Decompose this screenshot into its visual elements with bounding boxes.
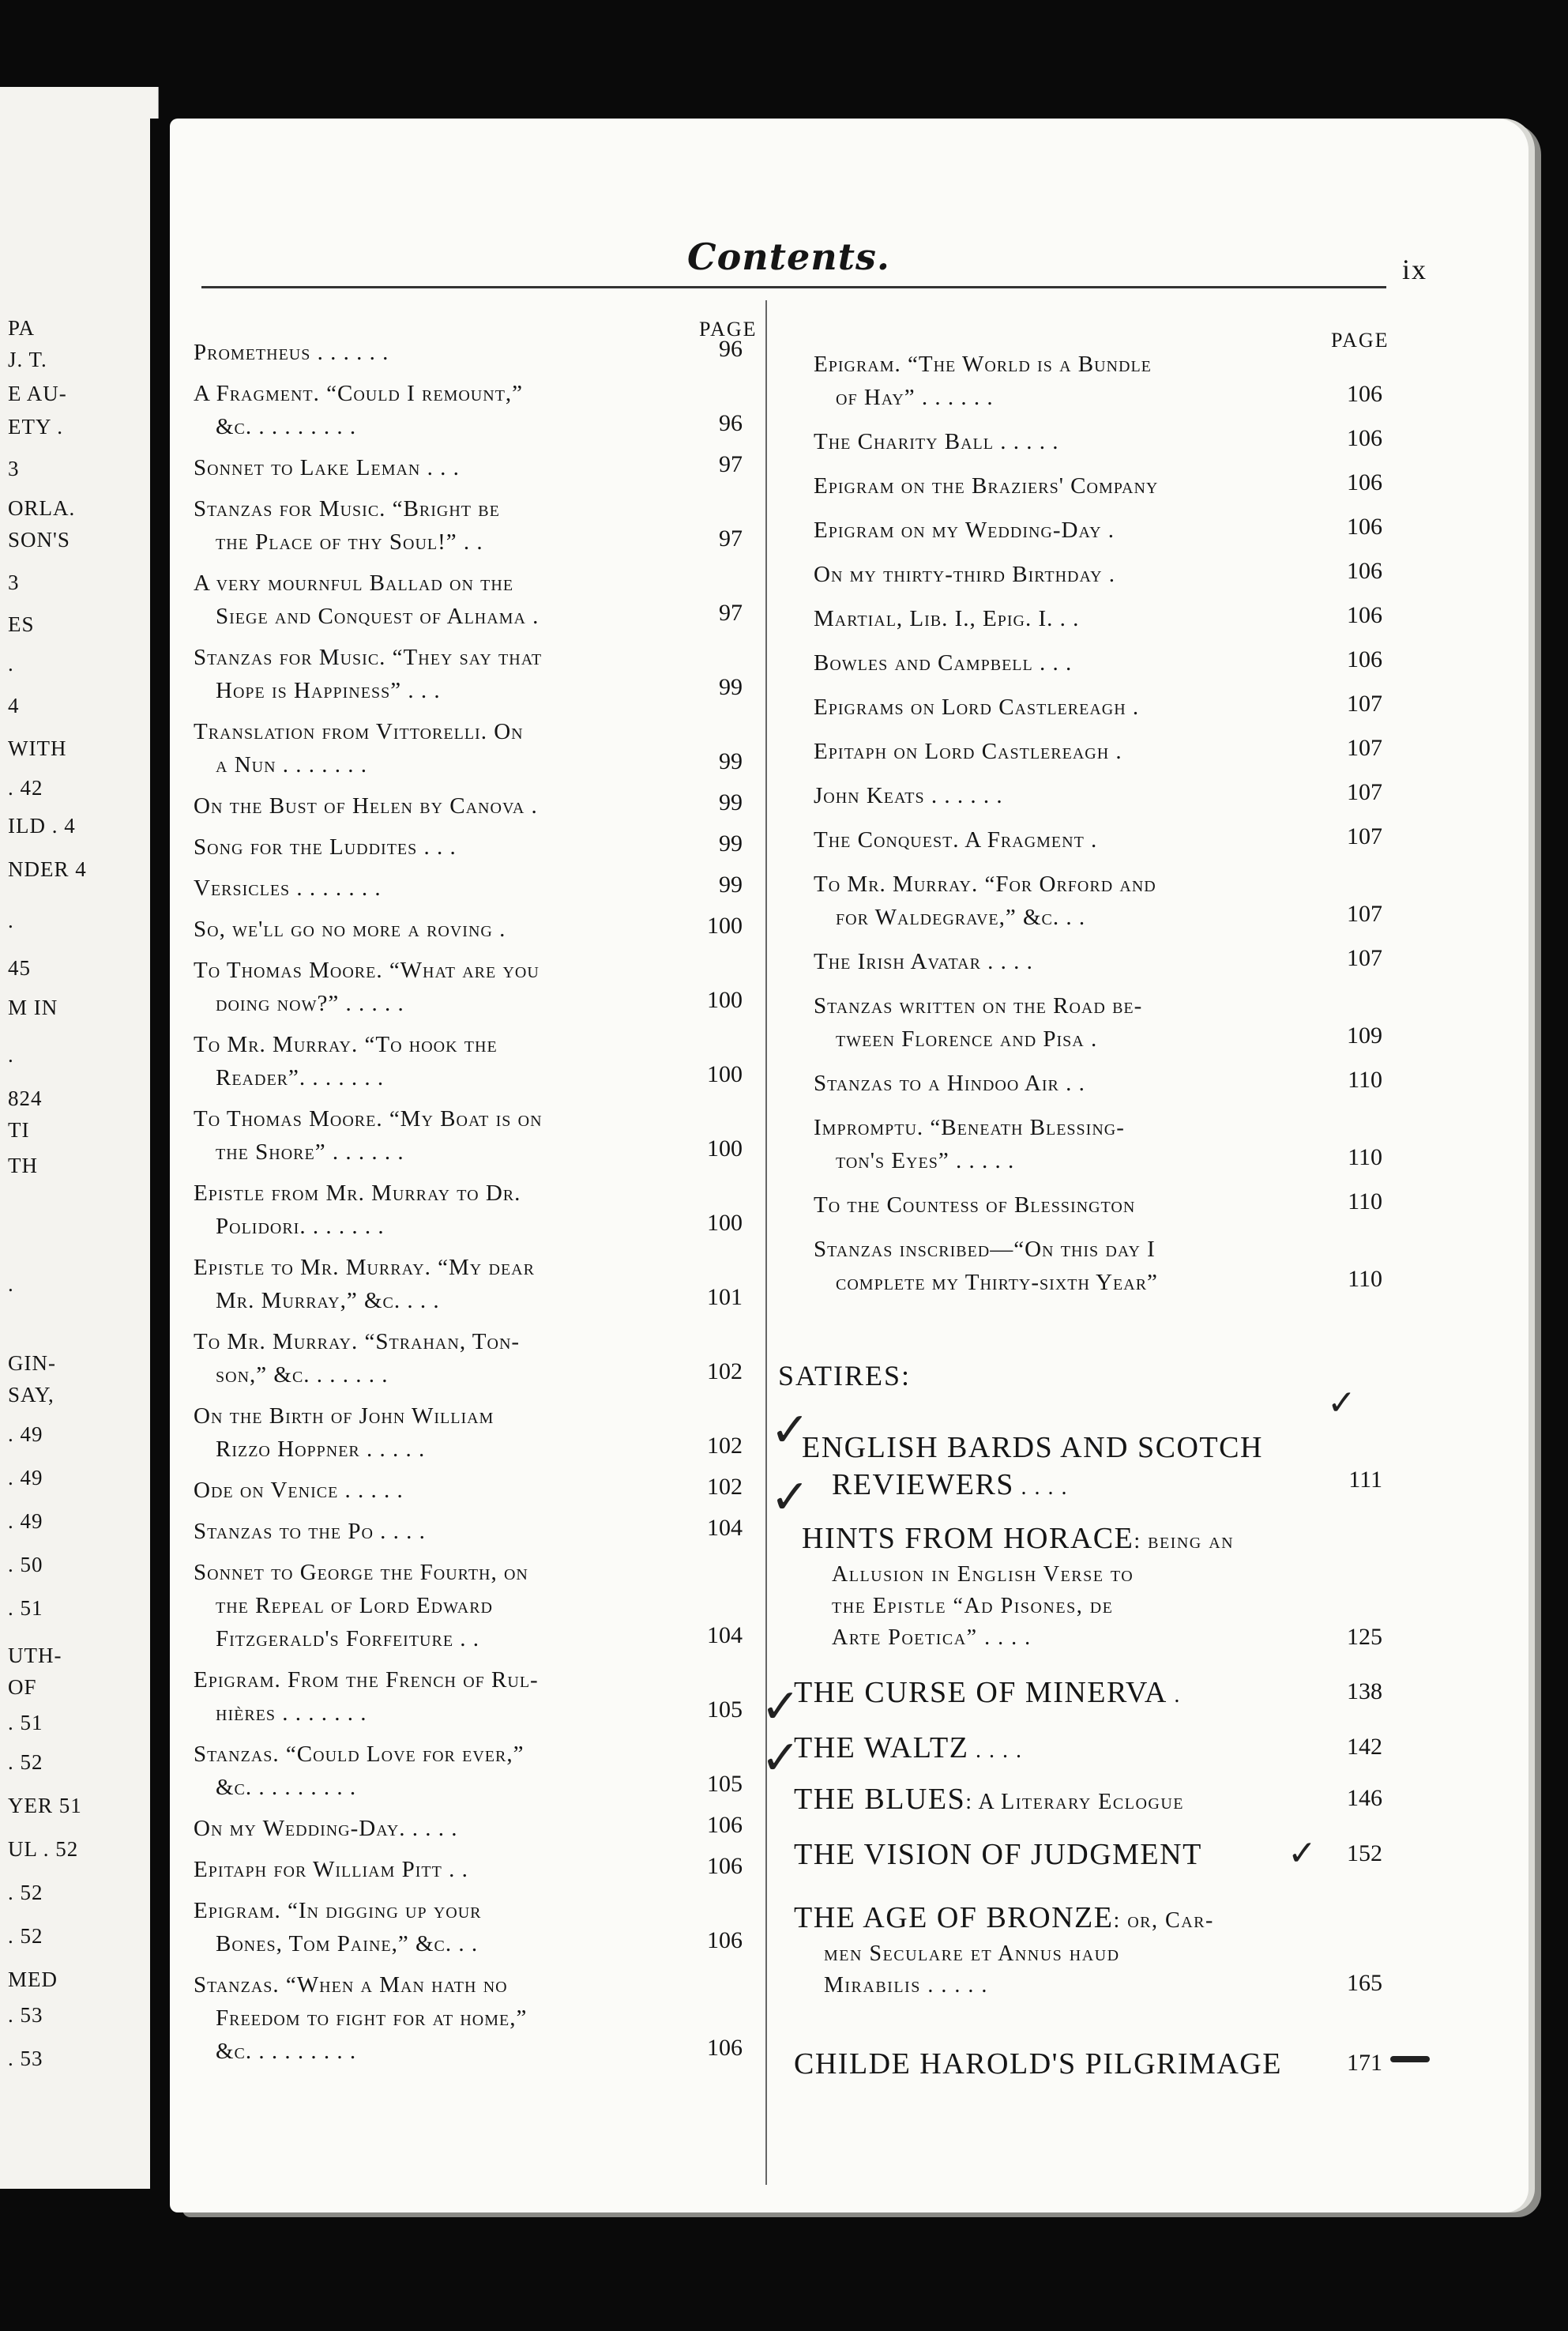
toc-entry-page: 106 — [707, 1853, 743, 1879]
toc-entry — [194, 1515, 426, 1548]
toc-entry — [814, 989, 1142, 1056]
satire-entry — [794, 1730, 1022, 1768]
toc-entry-page: 102 — [707, 1433, 743, 1459]
toc-entry-title-line: &c. . . . . . . . . — [216, 1775, 357, 1800]
satire-page: 125 — [1347, 1624, 1382, 1650]
toc-entry-page: 99 — [719, 830, 743, 857]
facing-page-fragment: ETY . — [8, 415, 63, 439]
satire-subtitle-line: Arte Poetica” . . . . — [832, 1625, 1032, 1650]
toc-entry-page: 106 — [1347, 469, 1382, 495]
facing-page-fragment: UL . 52 — [8, 1837, 79, 1861]
toc-entry — [814, 945, 1033, 978]
satire-entry — [802, 1430, 1263, 1505]
toc-entry-page: 107 — [1347, 779, 1382, 805]
toc-entry — [194, 789, 538, 823]
satire-page: 142 — [1347, 1734, 1382, 1760]
toc-entry-title-line: Stanzas. “Could Love for ever,” — [194, 1742, 525, 1767]
satire-entry — [802, 1521, 1234, 1654]
toc-entry — [814, 602, 1079, 635]
check-mark-icon: ✓ — [761, 1679, 801, 1734]
toc-entry — [814, 646, 1072, 680]
toc-entry — [194, 1812, 458, 1845]
facing-page-fragment: . 52 — [8, 1881, 43, 1904]
toc-entry — [814, 1111, 1125, 1177]
toc-entry — [814, 735, 1122, 768]
toc-entry-title-line: Bones, Tom Paine,” &c. . . — [216, 1931, 479, 1956]
toc-entry-title-line: Epistle to Mr. Murray. “My dear — [194, 1255, 535, 1280]
satire-entry — [794, 1837, 1202, 1874]
toc-entry — [194, 1177, 521, 1243]
satire-title-line — [794, 1837, 1202, 1874]
section-title-satires: SATIRES: — [778, 1360, 912, 1391]
toc-entry-page: 106 — [1347, 425, 1382, 451]
check-mark-icon: ✓ — [761, 1730, 801, 1786]
toc-entry-title-line: The Charity Ball . . . . . — [814, 429, 1059, 454]
satire-title: CHILDE HAROLD'S PILGRIMAGE — [794, 2047, 1282, 2081]
facing-page-fragment: . 53 — [8, 2003, 43, 2027]
toc-entry — [194, 1738, 525, 1804]
satire-title-line — [802, 1521, 1234, 1559]
toc-entry — [194, 1399, 494, 1466]
left-page-header: PAGE — [699, 318, 758, 341]
toc-entry-title-line: Polidori. . . . . . . — [216, 1214, 385, 1239]
toc-entry-title-line: Rizzo Hoppner . . . . . — [216, 1437, 426, 1462]
toc-entry — [194, 954, 540, 1020]
toc-entry-title-line: ton's Eyes” . . . . . — [836, 1148, 1015, 1173]
facing-page-fragment: PA — [8, 316, 36, 340]
toc-entry-page: 106 — [707, 1812, 743, 1838]
toc-entry-page: 110 — [1348, 1067, 1382, 1093]
toc-entry-title-line: Fitzgerald's Forfeiture . . — [216, 1626, 480, 1651]
toc-entry-title-line: Epigram. From the French of Rul- — [194, 1667, 539, 1693]
toc-entry-title-line: To the Countess of Blessington — [814, 1192, 1136, 1218]
satire-subtitle-line: Allusion in English Verse to — [832, 1562, 1134, 1587]
satire-leader: . . . . — [1013, 1475, 1068, 1500]
facing-page-fragment: . 49 — [8, 1509, 43, 1533]
facing-page-fragment: ES — [8, 612, 35, 636]
facing-page-fragment: 45 — [8, 956, 31, 980]
toc-entry-title-line: son,” &c. . . . . . . — [216, 1362, 389, 1388]
satire-subtitle-line: Mirabilis . . . . . — [824, 1973, 988, 1998]
toc-entry-page: 110 — [1348, 1188, 1382, 1214]
toc-entry — [194, 336, 389, 369]
toc-entry-page: 106 — [1347, 558, 1382, 584]
satire-subtitle-line: the Epistle “Ad Pisones, de — [832, 1594, 1114, 1618]
toc-entry-page: 102 — [707, 1358, 743, 1384]
toc-entry — [814, 779, 1003, 812]
facing-page-fragment: SAY, — [8, 1383, 55, 1407]
satire-subtitle: : A Literary Eclogue — [965, 1790, 1184, 1814]
toc-entry-page: 106 — [1347, 646, 1382, 672]
check-mark-icon: ✓ — [770, 1470, 810, 1525]
toc-entry-title-line: Song for the Luddites . . . — [194, 834, 457, 860]
facing-page-fragment: . 49 — [8, 1422, 43, 1446]
facing-page-fragment: NDER 4 — [8, 857, 87, 881]
toc-entry-page: 97 — [719, 600, 743, 626]
toc-entry-page: 104 — [707, 1622, 743, 1648]
toc-entry-page: 106 — [1347, 514, 1382, 540]
toc-entry-page: 99 — [719, 872, 743, 898]
facing-page-fragment: UTH- — [8, 1644, 62, 1667]
satire-subtitle: : or, Car- — [1113, 1908, 1214, 1933]
toc-entry-title-line: On the Bust of Helen by Canova . — [194, 793, 538, 819]
toc-entry — [194, 1474, 404, 1507]
satire-page: 111 — [1348, 1467, 1382, 1493]
toc-entry-title-line: Impromptu. “Beneath Blessing- — [814, 1115, 1125, 1140]
facing-page-fragment: . 51 — [8, 1596, 43, 1620]
satire-entry — [794, 1675, 1181, 1713]
facing-page-fragment: 3 — [8, 571, 20, 594]
facing-page-sliver — [0, 87, 159, 2189]
toc-entry-page: 99 — [719, 674, 743, 700]
toc-entry-title-line: Stanzas to a Hindoo Air . . — [814, 1071, 1085, 1096]
toc-entry-page: 97 — [719, 451, 743, 477]
satire-page: 152 — [1347, 1840, 1382, 1866]
toc-entry — [194, 641, 542, 707]
toc-entry-page: 97 — [719, 525, 743, 552]
page-title: Contents. — [687, 235, 890, 278]
toc-entry-page: 100 — [707, 913, 743, 939]
toc-entry — [194, 913, 506, 946]
toc-entry-title-line: Bowles and Campbell . . . — [814, 650, 1073, 676]
toc-entry-title-line: John Keats . . . . . . — [814, 783, 1003, 808]
toc-entry-page: 107 — [1347, 945, 1382, 971]
facing-page-fragment: . 42 — [8, 776, 43, 800]
satire-entry — [794, 1782, 1184, 1820]
toc-entry — [194, 1556, 528, 1655]
facing-page-fragment: YER 51 — [8, 1794, 82, 1817]
toc-entry-page: 100 — [707, 1135, 743, 1162]
satire-title-line — [794, 1900, 1214, 1938]
toc-entry — [814, 691, 1139, 724]
toc-entry-title-line: &c. . . . . . . . . — [216, 414, 357, 439]
toc-entry-title-line: Mr. Murray,” &c. . . . — [216, 1288, 440, 1313]
header-rule — [201, 286, 1386, 288]
toc-entry-title-line: To Thomas Moore. “My Boat is on — [194, 1106, 543, 1132]
facing-page-fragment: ORLA. — [8, 496, 76, 520]
toc-entry-title-line: tween Florence and Pisa . — [836, 1026, 1098, 1052]
toc-entry-title-line: Epitaph on Lord Castlereagh . — [814, 739, 1122, 764]
toc-entry-page: 102 — [707, 1474, 743, 1500]
facing-page-fragment: . 52 — [8, 1750, 43, 1774]
toc-entry — [194, 715, 524, 781]
facing-page-fragment: GIN- — [8, 1351, 56, 1375]
satire-entry — [794, 2047, 1282, 2084]
pencil-dash-mark — [1390, 2056, 1430, 2062]
toc-entry-title-line: Freedom to fight for at home,” — [216, 2005, 528, 2031]
facing-page-fragment: 4 — [8, 694, 20, 717]
facing-page-fragment: ILD . 4 — [8, 814, 76, 838]
toc-entry — [814, 1233, 1158, 1299]
satire-page: 171 — [1347, 2050, 1382, 2076]
toc-entry-title-line: doing now?” . . . . . — [216, 991, 404, 1016]
satire-title: HINTS FROM HORACE — [802, 1522, 1134, 1555]
toc-entry — [194, 567, 539, 633]
satire-subtitle: : being an — [1134, 1529, 1235, 1553]
toc-entry-title-line: Translation from Vittorelli. On — [194, 719, 524, 744]
toc-entry-page: 105 — [707, 1696, 743, 1723]
toc-entry-title-line: Epigram on my Wedding-Day . — [814, 518, 1115, 543]
satire-title-line — [802, 1430, 1263, 1467]
toc-entry-page: 107 — [1347, 735, 1382, 761]
toc-entry-title-line: of Hay” . . . . . . — [836, 385, 994, 410]
toc-entry-title-line: Epistle from Mr. Murray to Dr. — [194, 1181, 521, 1206]
toc-entry-title-line: a Nun . . . . . . . — [216, 752, 368, 778]
toc-entry-title-line: the Shore” . . . . . . — [216, 1139, 404, 1165]
toc-entry-page: 107 — [1347, 823, 1382, 849]
toc-entry-title-line: Stanzas for Music. “Bright be — [194, 496, 500, 522]
toc-entry-page: 100 — [707, 1210, 743, 1236]
toc-entry — [194, 1853, 468, 1886]
toc-entry-page: 106 — [707, 1927, 743, 1953]
toc-entry-page: 110 — [1348, 1144, 1382, 1170]
satire-title: THE BLUES — [794, 1783, 966, 1816]
toc-entry-title-line: Hope is Happiness” . . . — [216, 678, 441, 703]
check-mark-icon: ✓ — [1327, 1383, 1356, 1423]
toc-entry — [194, 492, 500, 559]
toc-entry — [814, 1188, 1135, 1222]
toc-entry — [814, 823, 1097, 857]
facing-page-fragment: MED — [8, 1968, 58, 1991]
satire-title: THE VISION OF JUDGMENT — [794, 1838, 1202, 1871]
check-mark-icon: ✓ — [1288, 1833, 1317, 1873]
facing-page-fragment: . 52 — [8, 1924, 43, 1948]
toc-entry — [814, 514, 1115, 547]
toc-entry-page: 106 — [1347, 381, 1382, 407]
toc-entry-title-line: the Place of thy Soul!” . . — [216, 529, 483, 555]
toc-entry-title-line: Martial, Lib. I., Epig. I. . . — [814, 606, 1080, 631]
toc-entry-title-line: Sonnet to Lake Leman . . . — [194, 455, 460, 480]
toc-entry — [194, 1894, 482, 1960]
facing-page-fragment: . — [8, 909, 14, 932]
toc-entry-title-line: Stanzas inscribed—“On this day I — [814, 1237, 1156, 1262]
facing-page-fragment: 824 — [8, 1086, 43, 1110]
toc-entry — [814, 469, 1158, 503]
toc-entry — [194, 451, 460, 484]
facing-page-fragment: SON'S — [8, 528, 70, 552]
toc-entry-page: 100 — [707, 987, 743, 1013]
toc-entry-page: 107 — [1347, 691, 1382, 717]
facing-page-fragment: . — [8, 652, 14, 676]
toc-entry-page: 109 — [1347, 1022, 1382, 1049]
toc-entry-title-line: for Waldegrave,” &c. . . — [836, 905, 1086, 930]
satire-title-line — [794, 1782, 1184, 1820]
toc-entry — [194, 1325, 520, 1391]
toc-entry-title-line: Epigram. “In digging up your — [194, 1898, 482, 1923]
toc-entry — [194, 830, 457, 864]
satire-subtitle-line: men Seculare et Annus haud — [824, 1941, 1120, 1966]
contents-page — [170, 119, 1529, 2212]
toc-entry — [814, 348, 1152, 414]
toc-entry-title-line: On my Wedding-Day. . . . . — [194, 1816, 458, 1841]
toc-entry-title-line: The Conquest. A Fragment . — [814, 827, 1098, 853]
toc-entry — [814, 558, 1115, 591]
facing-page-fragment: OF — [8, 1675, 37, 1699]
satire-entry — [794, 1900, 1214, 2001]
satire-title-line — [802, 1467, 1263, 1505]
toc-entry — [194, 1251, 535, 1317]
facing-page-fragment: . — [8, 1272, 14, 1296]
toc-entry-title-line: Epigrams on Lord Castlereagh . — [814, 695, 1140, 720]
toc-entry-title-line: Stanzas for Music. “They say that — [194, 645, 543, 670]
toc-entry — [814, 868, 1156, 934]
satire-title: THE CURSE OF MINERVA — [794, 1676, 1168, 1709]
toc-entry-title-line: Epigram. “The World is a Bundle — [814, 352, 1152, 377]
satire-page: 138 — [1347, 1678, 1382, 1704]
toc-entry-title-line: complete my Thirty-sixth Year” — [836, 1270, 1158, 1295]
toc-entry-title-line: To Mr. Murray. “For Orford and — [814, 872, 1156, 897]
toc-entry — [194, 1968, 527, 2068]
satire-title-line — [794, 2047, 1282, 2084]
facing-page-fragment: WITH — [8, 736, 67, 760]
toc-entry — [194, 1102, 543, 1169]
toc-entry-title-line: Stanzas to the Po . . . . — [194, 1519, 426, 1544]
column-divider — [765, 300, 767, 2185]
toc-entry-title-line: &c. . . . . . . . . — [216, 2039, 357, 2064]
facing-page-fragment: M IN — [8, 996, 58, 1019]
toc-entry-title-line: Epigram on the Braziers' Company — [814, 473, 1159, 499]
toc-entry-page: 96 — [719, 336, 743, 362]
toc-entry-page: 106 — [707, 2035, 743, 2061]
check-mark-icon: ✓ — [770, 1403, 810, 1458]
facing-page-fragment: E AU- — [8, 382, 67, 405]
facing-page-fragment: . — [8, 1043, 14, 1067]
satire-page: 165 — [1347, 1970, 1382, 1996]
satire-page: 146 — [1347, 1785, 1382, 1811]
toc-entry-page: 110 — [1348, 1266, 1382, 1292]
toc-entry — [814, 1067, 1085, 1100]
toc-entry — [194, 377, 523, 443]
toc-entry — [194, 1028, 498, 1094]
satire-title: THE WALTZ — [794, 1731, 969, 1764]
toc-entry — [194, 1663, 539, 1730]
facing-page-fragment: 3 — [8, 457, 20, 480]
toc-entry-page: 107 — [1347, 901, 1382, 927]
facing-page-fragment: . 53 — [8, 2047, 43, 2070]
toc-entry — [814, 425, 1058, 458]
toc-entry-title-line: On the Birth of John William — [194, 1403, 494, 1429]
toc-entry — [194, 872, 382, 905]
toc-entry-title-line: hières . . . . . . . — [216, 1700, 367, 1726]
toc-entry-page: 99 — [719, 748, 743, 774]
toc-entry-title-line: Ode on Venice . . . . . — [194, 1478, 404, 1503]
toc-entry-title-line: To Mr. Murray. “To hook the — [194, 1032, 498, 1057]
toc-entry-title-line: Sonnet to George the Fourth, on — [194, 1560, 528, 1585]
facing-page-fragment: TI — [8, 1118, 30, 1142]
satire-title-line — [794, 1730, 1022, 1768]
toc-entry-title-line: Stanzas. “When a Man hath no — [194, 1972, 508, 1998]
satire-title: ENGLISH BARDS AND SCOTCH — [802, 1431, 1263, 1464]
toc-entry-title-line: A very mournful Ballad on the — [194, 571, 514, 596]
toc-entry-title-line: The Irish Avatar . . . . — [814, 949, 1033, 974]
facing-page-fragment: . 50 — [8, 1553, 43, 1576]
toc-entry-page: 99 — [719, 789, 743, 815]
toc-entry-page: 101 — [707, 1284, 743, 1310]
facing-page-fragment: TH — [8, 1154, 38, 1177]
facing-page-fragment: J. T. — [8, 348, 47, 371]
facing-page-fragment: . 49 — [8, 1466, 43, 1489]
toc-entry-page: 106 — [1347, 602, 1382, 628]
toc-entry-title-line: Siege and Conquest of Alhama . — [216, 604, 540, 629]
toc-entry-page: 96 — [719, 410, 743, 436]
satire-title-line — [794, 1675, 1181, 1713]
satire-title: REVIEWERS — [832, 1468, 1014, 1501]
toc-entry-page: 105 — [707, 1771, 743, 1797]
page-number: ix — [1402, 254, 1428, 285]
toc-entry-title-line: Stanzas written on the Road be- — [814, 993, 1143, 1019]
toc-entry-page: 100 — [707, 1061, 743, 1087]
toc-entry-title-line: Epitaph for William Pitt . . — [194, 1857, 468, 1882]
facing-page-fragment: . 51 — [8, 1711, 43, 1734]
toc-entry-title-line: Reader”. . . . . . . — [216, 1065, 385, 1090]
toc-entry-title-line: Prometheus . . . . . . — [194, 340, 389, 365]
satire-leader: . — [1167, 1683, 1181, 1708]
toc-entry-title-line: To Thomas Moore. “What are you — [194, 958, 540, 983]
toc-entry-page: 104 — [707, 1515, 743, 1541]
toc-entry-title-line: On my thirty-third Birthday . — [814, 562, 1116, 587]
satire-title: THE AGE OF BRONZE — [794, 1901, 1114, 1934]
toc-entry-title-line: Versicles . . . . . . . — [194, 876, 382, 901]
satire-leader: . . . . — [968, 1738, 1023, 1763]
toc-entry-title-line: the Repeal of Lord Edward — [216, 1593, 493, 1618]
toc-entry-title-line: So, we'll go no more a roving . — [194, 917, 506, 942]
toc-entry-title-line: A Fragment. “Could I remount,” — [194, 381, 524, 406]
toc-entry-title-line: To Mr. Murray. “Strahan, Ton- — [194, 1329, 521, 1354]
right-page-header: PAGE — [1331, 329, 1389, 352]
